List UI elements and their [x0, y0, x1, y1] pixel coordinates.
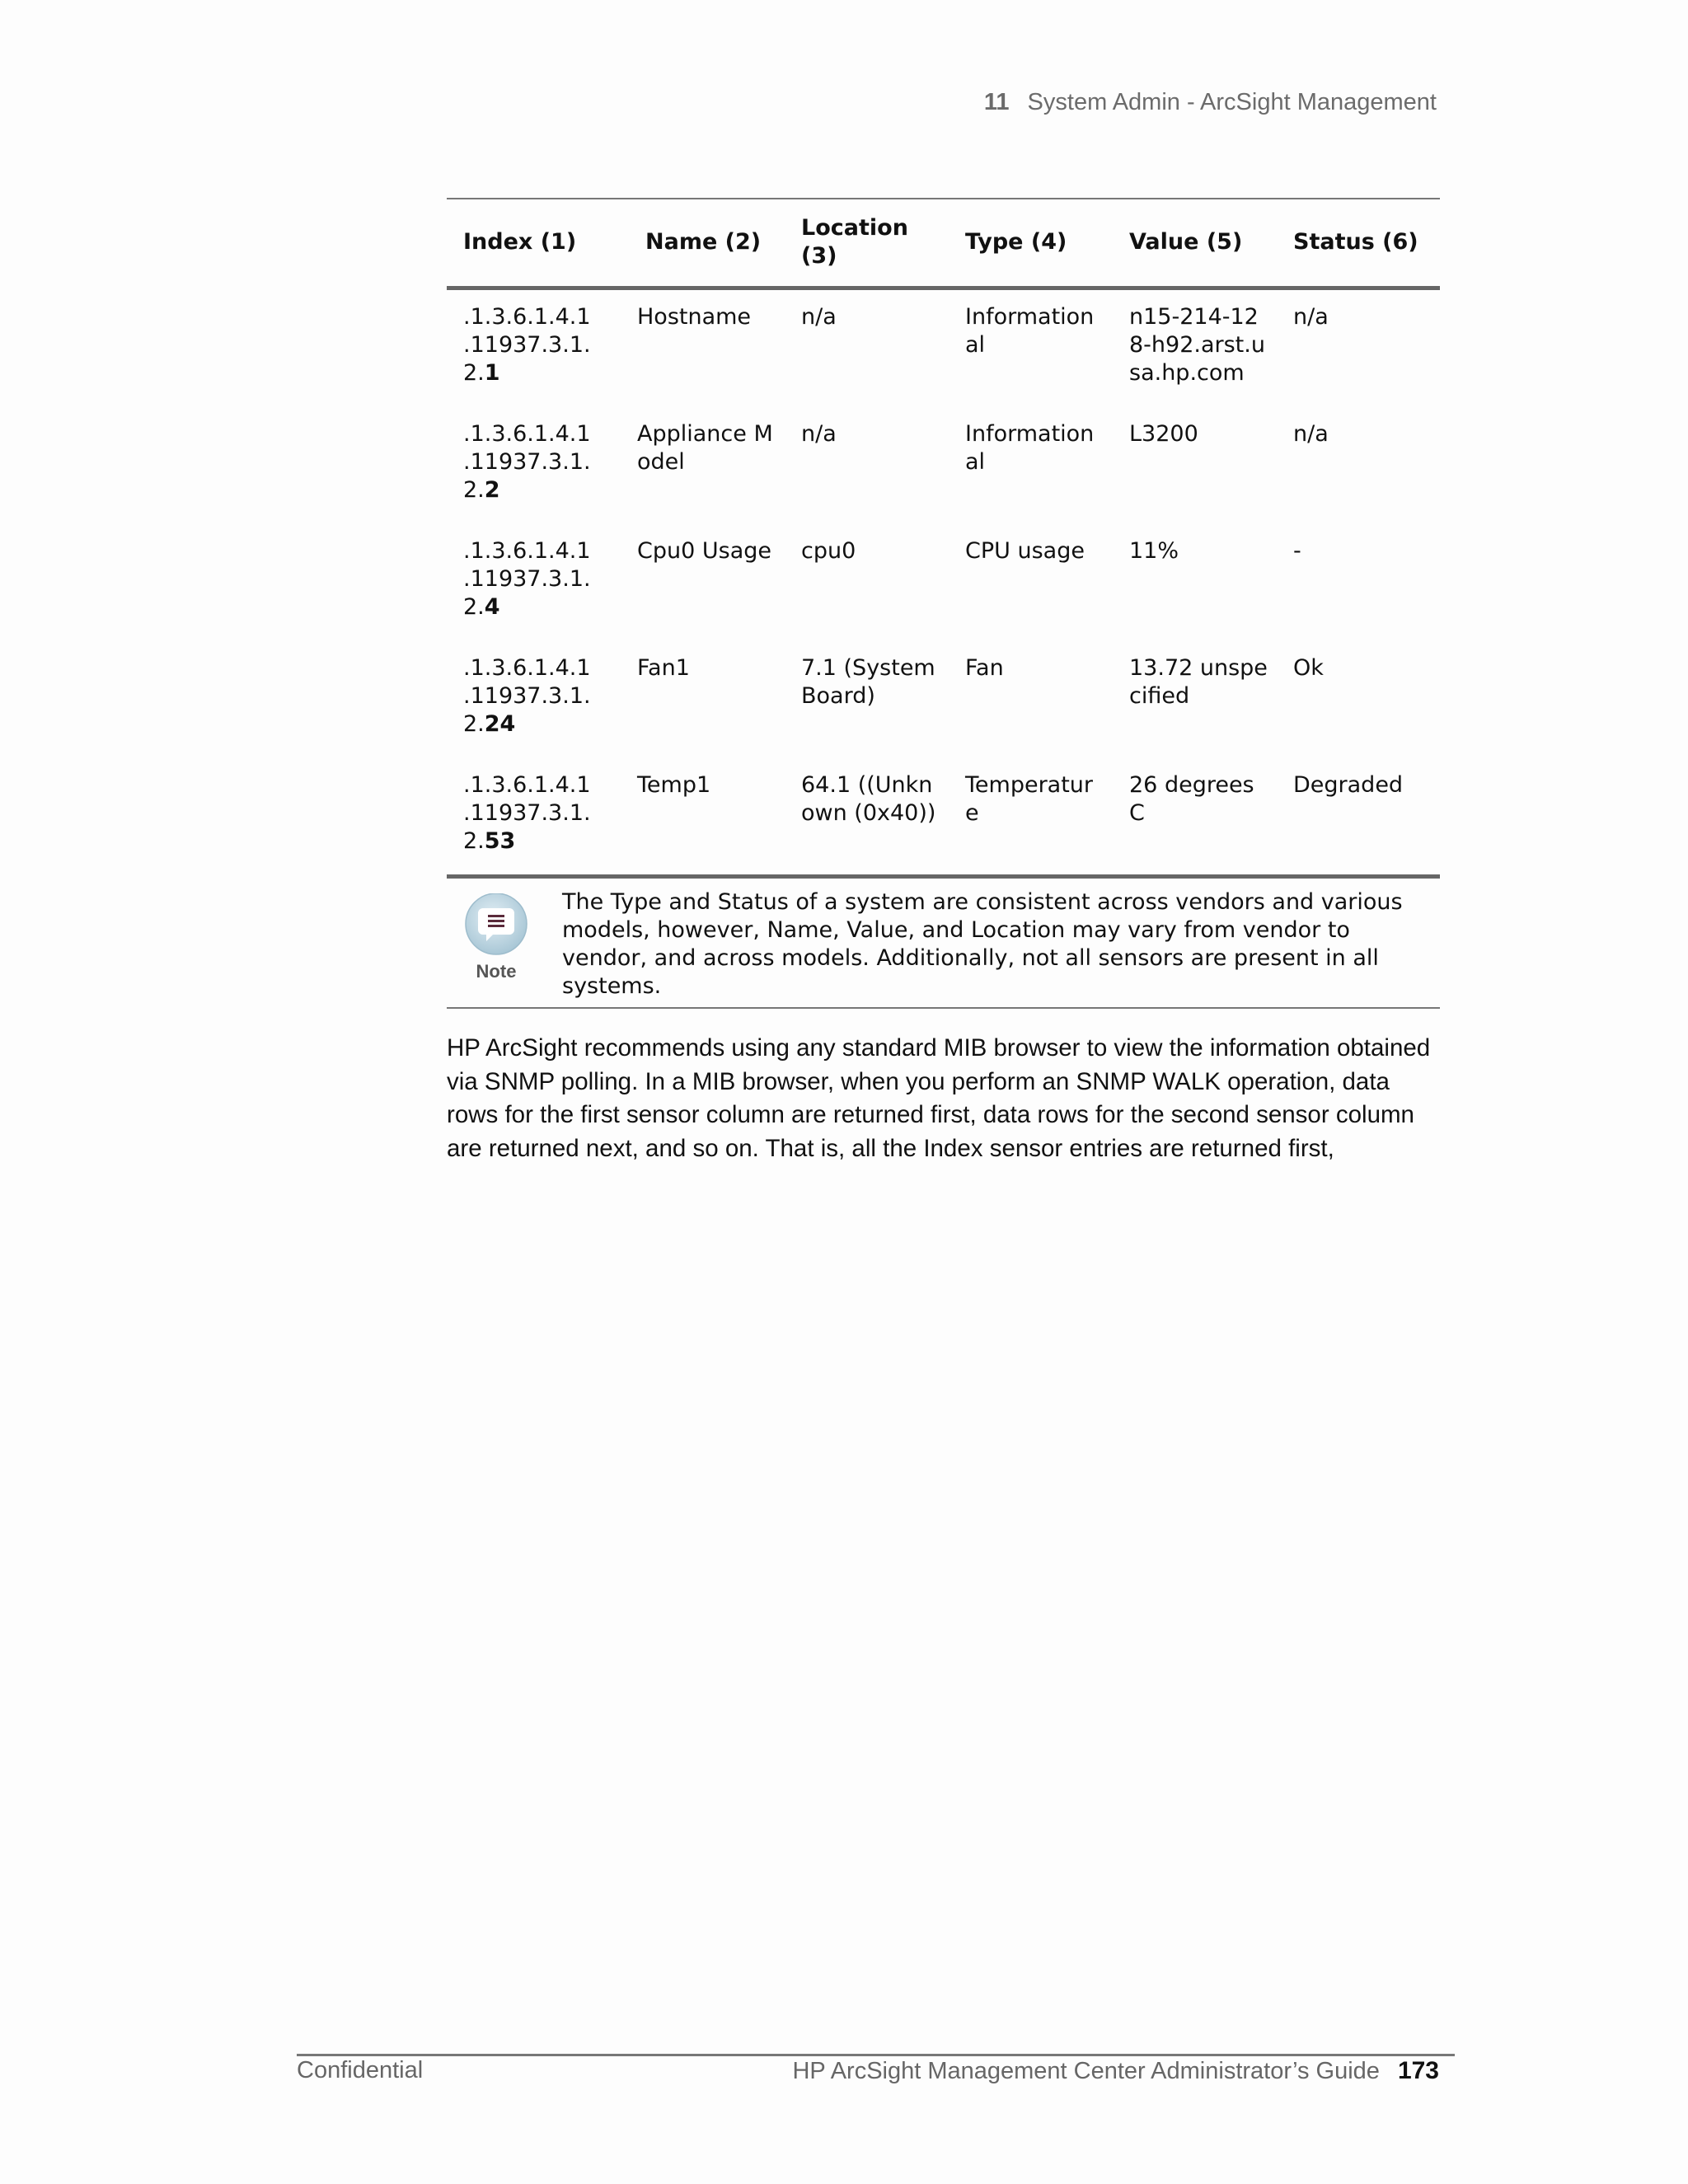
index-suffix: 4 — [484, 593, 500, 620]
index-prefix: 2. — [463, 359, 485, 386]
cell-index — [447, 758, 621, 876]
cell-type: Fan — [965, 654, 1004, 681]
cell-location: cpu0 — [801, 537, 856, 564]
cell-index — [447, 524, 621, 641]
cell-name: Hostname — [637, 303, 752, 330]
footer-title — [742, 2057, 1439, 2085]
footer-confidential: Confidential — [297, 2057, 424, 2083]
footer-divider — [297, 2054, 1455, 2056]
cell-type: Informational — [965, 303, 1095, 358]
chapter-header — [948, 89, 1437, 116]
cell-value: 13.72 unspecified — [1129, 654, 1268, 709]
chapter-title: System Admin - ArcSight Management — [1027, 89, 1437, 115]
column-header-status: Status (6) — [1293, 229, 1418, 255]
cell-location: n/a — [801, 420, 837, 447]
index-line-3 — [463, 827, 614, 855]
index-line-2: .11937.3.1. — [463, 565, 591, 592]
cell-value: L3200 — [1129, 420, 1198, 447]
cell-value: 26 degrees C — [1129, 771, 1254, 826]
snmp-sensor-table — [447, 198, 1440, 877]
body-paragraph: HP ArcSight recommends using any standard MIB browser to view the information obtained via SNMP polling. In a MIB browser, when you perform an SNMP WALK operation, data rows for the first sensor column are returned first, data rows for the second sensor column are returned next, and so on. That is, all the Index sensor entries are returned first, — [447, 1034, 1431, 1162]
index-line-2: .11937.3.1. — [463, 799, 591, 826]
cell-location: 7.1 (System Board) — [801, 654, 935, 709]
index-suffix: 53 — [484, 827, 516, 854]
index-line-2: .11937.3.1. — [463, 448, 591, 475]
column-header-type: Type (4) — [965, 229, 1067, 255]
table-row — [447, 288, 1440, 407]
index-prefix: 2. — [463, 476, 485, 503]
table-row — [447, 524, 1440, 641]
index-suffix: 24 — [484, 710, 516, 737]
cell-type: Informational — [965, 420, 1095, 475]
chapter-number: 11 — [983, 89, 1010, 115]
cell-name: Temp1 — [637, 771, 711, 798]
column-header-name: Name (2) — [645, 229, 762, 255]
index-line-3 — [463, 593, 614, 621]
cell-status: Degraded — [1293, 771, 1404, 798]
cell-status: Ok — [1293, 654, 1324, 681]
note-icon-graphic — [462, 893, 531, 984]
cell-value: 11% — [1129, 537, 1179, 564]
cell-location: 64.1 ((Unknown (0x40)) — [801, 771, 936, 826]
table-row — [447, 758, 1440, 876]
note-speech-bubble-icon — [462, 893, 531, 984]
cell-name: Cpu0 Usage — [637, 537, 771, 564]
footer-guide-title: HP ArcSight Management Center Administrator’s Guide — [792, 2058, 1380, 2084]
page-number: 173 — [1397, 2057, 1439, 2084]
index-line-1: .1.3.6.1.4.1 — [463, 654, 591, 681]
index-line-3 — [463, 476, 614, 504]
index-prefix: 2. — [463, 593, 485, 620]
column-header-location: Location (3) — [801, 215, 908, 269]
table-header-row — [447, 199, 1440, 288]
index-line-2: .11937.3.1. — [463, 331, 591, 358]
index-line-1: .1.3.6.1.4.1 — [463, 771, 591, 798]
index-line-2: .11937.3.1. — [463, 682, 591, 709]
index-line-1: .1.3.6.1.4.1 — [463, 537, 591, 564]
column-header-value: Value (5) — [1129, 229, 1243, 255]
cell-type: Temperature — [965, 771, 1094, 826]
cell-name: Appliance Model — [637, 420, 773, 475]
cell-name: Fan1 — [637, 654, 690, 681]
note-icon-label: Note — [476, 961, 517, 982]
index-line-1: .1.3.6.1.4.1 — [463, 303, 591, 330]
index-suffix: 1 — [484, 359, 500, 386]
index-suffix: 2 — [484, 476, 500, 503]
note-text: The Type and Status of a system are consistent across vendors and various models, however, Name, Value, and Location may vary from vendor to vendor, and across models. Additionally, not all sensors are present in all systems. — [562, 889, 1403, 999]
index-line-1: .1.3.6.1.4.1 — [463, 420, 591, 447]
index-line-3 — [463, 710, 614, 738]
cell-index — [447, 641, 621, 758]
column-header-index: Index (1) — [463, 229, 577, 255]
cell-index — [447, 407, 621, 524]
index-prefix: 2. — [463, 827, 485, 854]
index-line-3 — [463, 359, 614, 387]
note-box — [447, 874, 1440, 1009]
cell-location: n/a — [801, 303, 837, 330]
table-row — [447, 641, 1440, 758]
index-prefix: 2. — [463, 710, 485, 737]
table-row — [447, 407, 1440, 524]
cell-value: n15-214-128-h92.arst.usa.hp.com — [1129, 303, 1265, 386]
cell-status: - — [1293, 537, 1301, 564]
cell-status: n/a — [1293, 303, 1329, 330]
cell-status: n/a — [1293, 420, 1329, 447]
cell-type: CPU usage — [965, 537, 1085, 564]
cell-index — [447, 288, 621, 407]
